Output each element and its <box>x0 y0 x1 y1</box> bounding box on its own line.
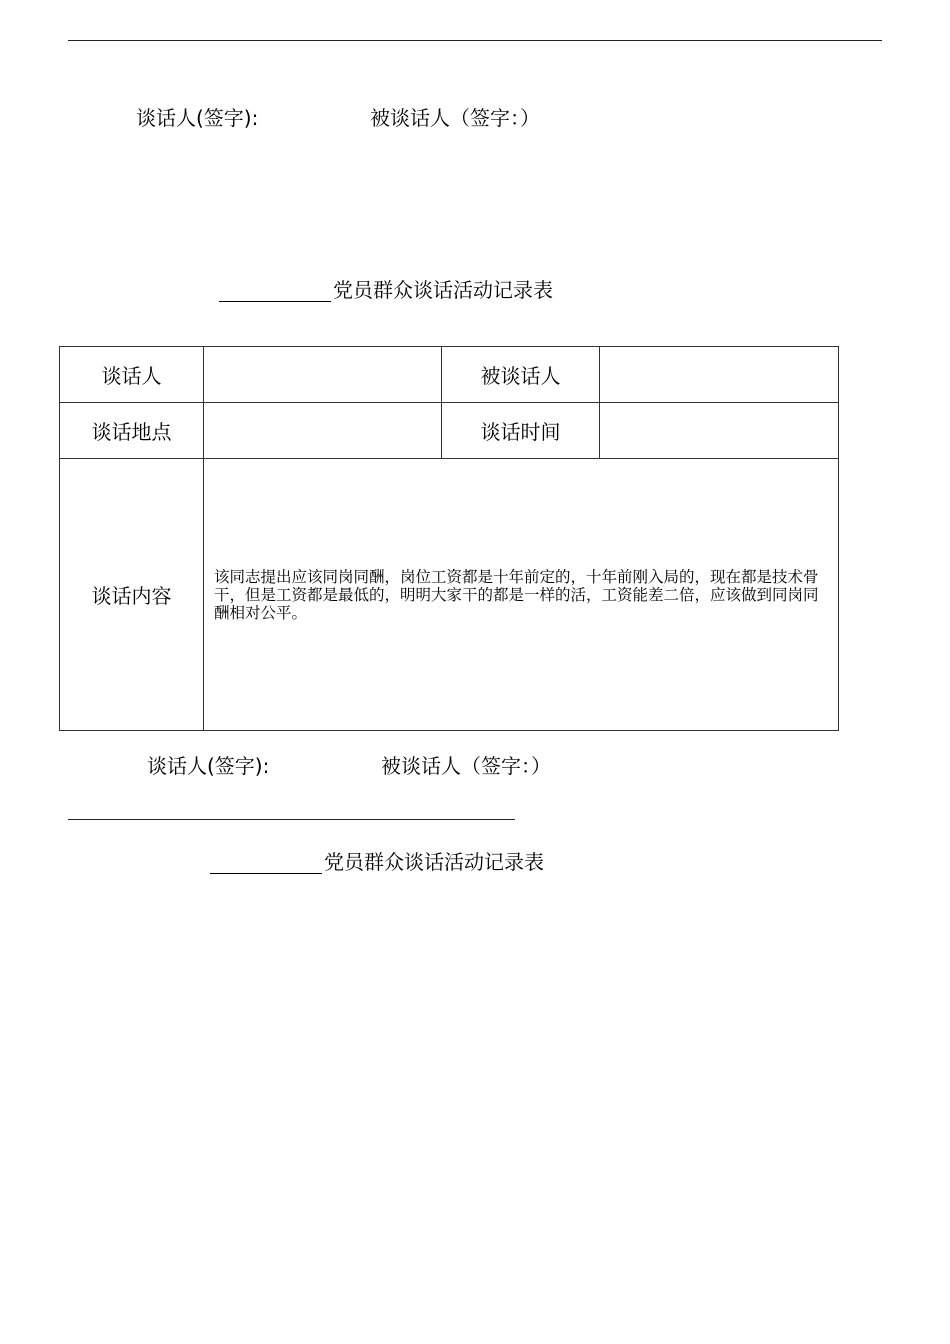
top-divider <box>68 40 882 41</box>
time-value-cell[interactable] <box>600 403 839 459</box>
talkee-label-cell: 被谈话人 <box>442 347 600 403</box>
next-form-title <box>210 850 544 874</box>
record-table <box>59 346 839 731</box>
form-title <box>219 278 553 302</box>
time-label-cell: 谈话时间 <box>442 403 600 459</box>
section-divider <box>68 819 515 820</box>
talker-label-cell: 谈话人 <box>60 347 204 403</box>
place-value-cell[interactable] <box>204 403 442 459</box>
signature-talker-label-bottom: 谈话人(签字): <box>147 754 270 778</box>
next-unit-name-blank[interactable] <box>210 853 322 874</box>
unit-name-blank[interactable] <box>219 281 331 302</box>
talker-value-cell[interactable] <box>204 347 442 403</box>
talkee-value-cell[interactable] <box>600 347 839 403</box>
signature-talker-label: 谈话人(签字): <box>136 106 259 130</box>
next-form-title-text: 党员群众谈话活动记录表 <box>324 850 544 874</box>
form-title-text: 党员群众谈话活动记录表 <box>333 278 553 302</box>
signature-talkee-label: 被谈话人（签字：） <box>370 106 540 130</box>
content-value-cell[interactable]: 该同志提出应该同岗同酬，岗位工资都是十年前定的，十年前刚入局的，现在都是技术骨干，但是工资都是最低的，明明大家干的都是一样的活，工资能差二倍，应该做到同岗同酬相对公平。 <box>204 459 839 731</box>
signature-talkee-label-bottom: 被谈话人（签字：） <box>381 754 551 778</box>
table-row <box>60 459 839 731</box>
place-label-cell: 谈话地点 <box>60 403 204 459</box>
table-row <box>60 347 839 403</box>
content-label-cell: 谈话内容 <box>60 459 204 731</box>
table-row <box>60 403 839 459</box>
